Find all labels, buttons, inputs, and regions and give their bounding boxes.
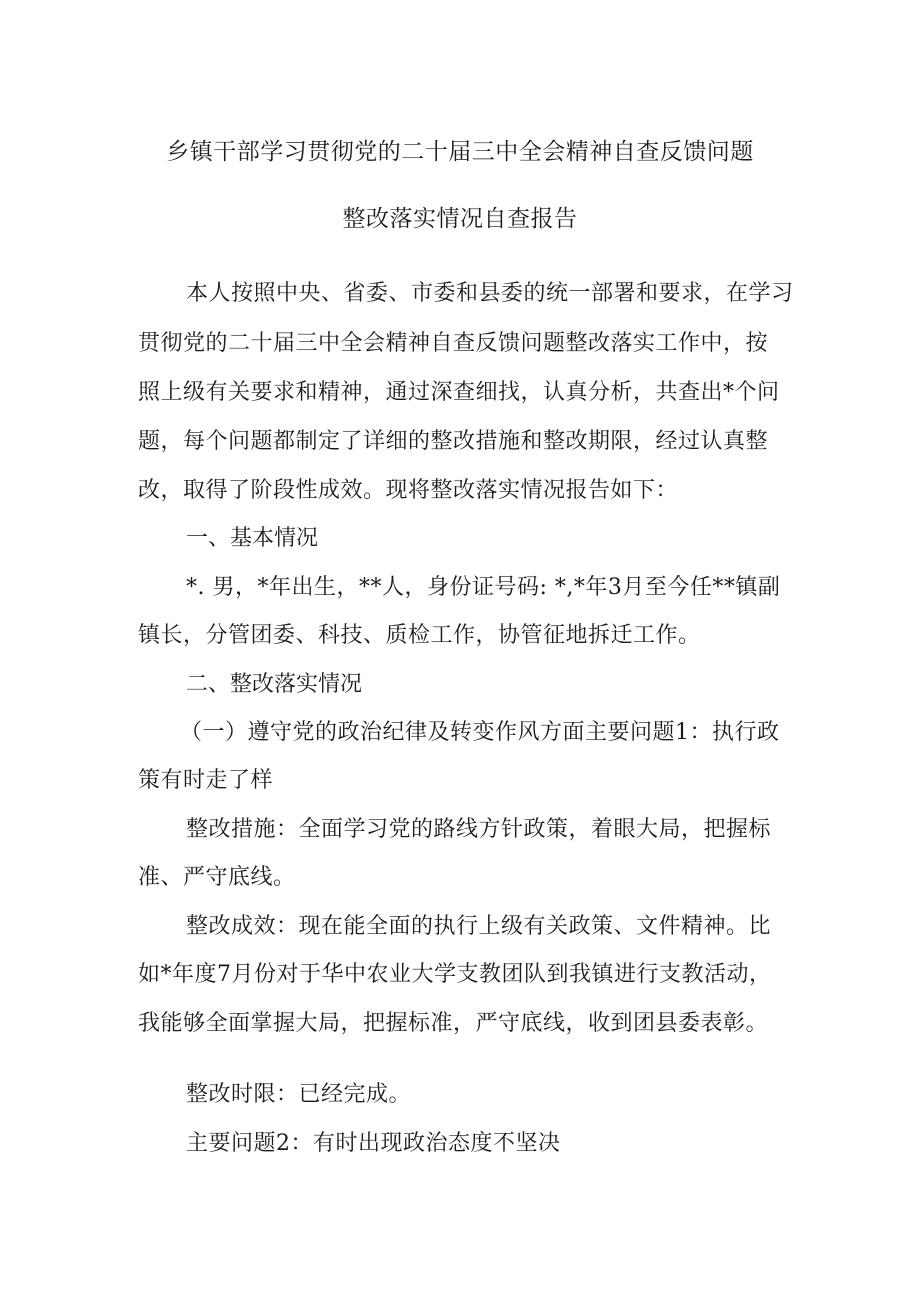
issue-line: （一）遵守党的政治纪律及转变作风方面主要问题1：执行政 bbox=[180, 720, 780, 745]
section-heading-rectification: 二、整改落实情况 bbox=[186, 672, 363, 697]
measures-line: 整改措施：全面学习党的路线方针政策，着眼大局，把握标 bbox=[186, 817, 772, 842]
results-line: 整改成效：现在能全面的执行上级有关政策、文件精神。比 bbox=[186, 914, 772, 939]
basic-info-line: *. 男，*年出生，**人，身份证号码: *,*年3月至今任**镇副 bbox=[186, 575, 781, 600]
issue-2-line: 主要问题2：有时出现政治态度不坚决 bbox=[186, 1131, 561, 1156]
section-heading-basic: 一、基本情况 bbox=[186, 526, 319, 551]
results-line: 我能够全面掌握大局，把握标准，严守底线，收到团县委表彰。 bbox=[138, 1011, 769, 1036]
basic-info-line: 镇长，分管团委、科技、质检工作，协管征地拆迁工作。 bbox=[138, 623, 701, 648]
deadline-line: 整改时限：已经完成。 bbox=[186, 1082, 412, 1107]
document-title-line-1: 乡镇干部学习贯彻党的二十届三中全会精神自查反馈问题 bbox=[166, 139, 754, 165]
intro-line: 改，取得了阶段性成效。现将整改落实情况报告如下： bbox=[138, 478, 679, 503]
results-line: 如*年度7月份对于华中农业大学支教团队到我镇进行支教活动， bbox=[138, 962, 772, 987]
intro-line: 照上级有关要求和精神，通过深查细找，认真分析，共查出*个问 bbox=[138, 380, 780, 405]
issue-line: 策有时走了样 bbox=[138, 768, 274, 793]
intro-line: 贯彻党的二十届三中全会精神自查反馈问题整改落实工作中，按 bbox=[138, 331, 769, 356]
intro-line: 本人按照中央、省委、市委和县委的统一部署和要求，在学习 bbox=[186, 281, 794, 306]
document-title-line-2: 整改落实情况自查报告 bbox=[342, 206, 578, 232]
measures-line: 准、严守底线。 bbox=[138, 865, 296, 890]
intro-line: 题，每个问题都制定了详细的整改措施和整改期限，经过认真整 bbox=[138, 429, 769, 454]
